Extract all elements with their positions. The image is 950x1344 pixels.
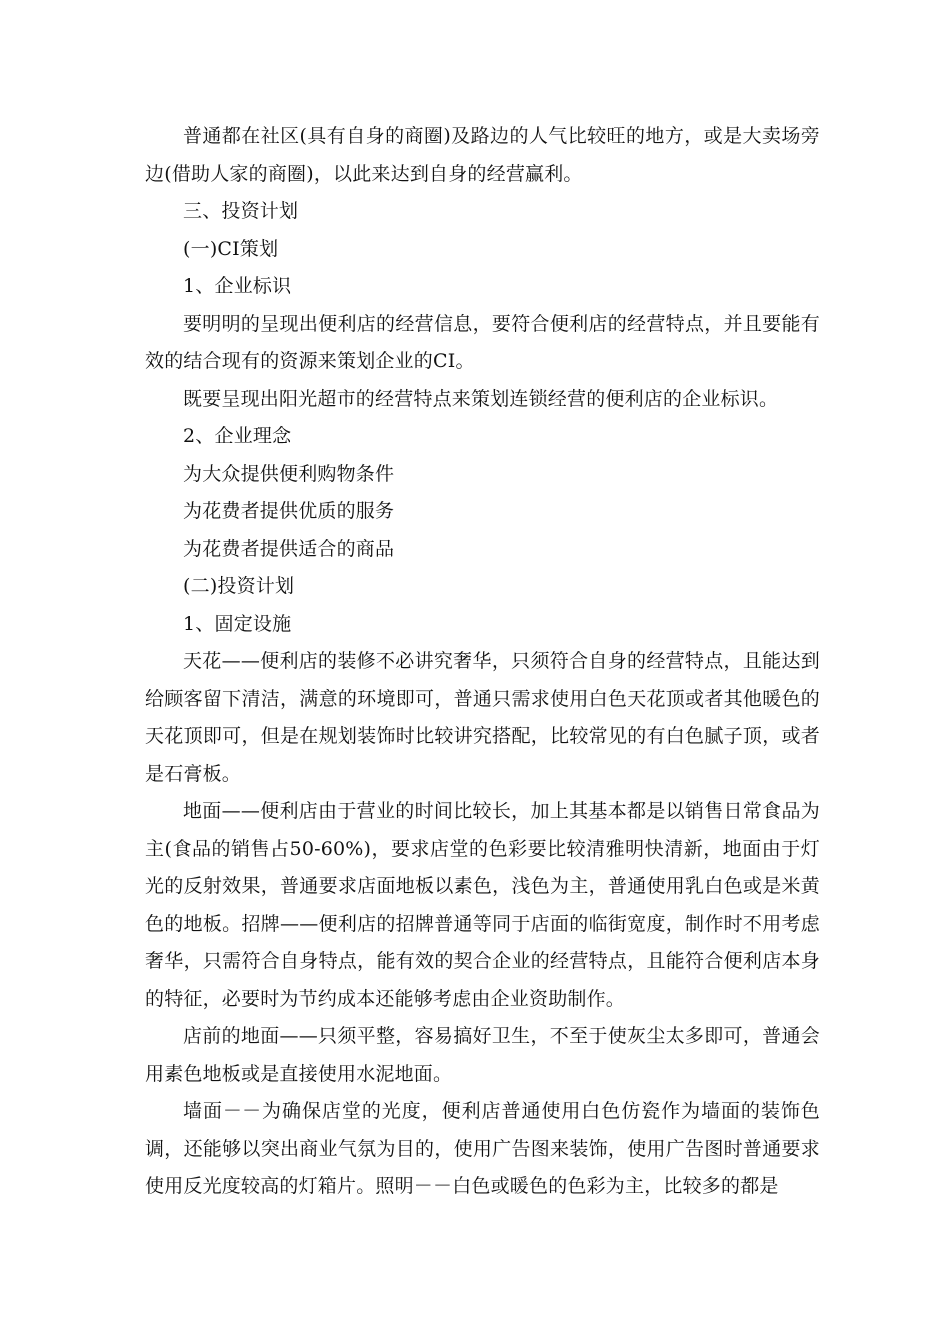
paragraph-walls-lighting: 墙面－－为确保店堂的光度，便利店普通使用白色仿瓷作为墙面的装饰色调，还能够以突出商业气氛为目的，使用广告图来装饰，使用广告图时普通要求使用反光度较高的灯箱片。照明－－白色或暖色的色彩为主，比较多的都是 (145, 1100, 820, 1197)
philosophy-line-1: 为大众提供便利购物条件 (183, 462, 395, 485)
item-corporate-identity: 1、企业标识 (183, 275, 292, 297)
paragraph-identity-desc: 要明明的呈现出便利店的经营信息，要符合便利店的经营特点，并且要能有效的结合现有的资源来策划企业的CI。 (145, 312, 820, 372)
heading-investment-plan: 三、投资计划 (183, 200, 299, 222)
paragraph-storefront-ground: 店前的地面——只须平整，容易搞好卫生，不至于使灰尘太多即可，普通会用素色地板或是直接使用水泥地面。 (145, 1025, 820, 1085)
subheading-investment-plan: (二)投资计划 (183, 575, 295, 597)
item-fixed-facilities: 1、固定设施 (183, 612, 292, 635)
paragraph-ceiling: 天花——便利店的装修不必讲究奢华，只须符合自身的经营特点，且能达到给顾客留下清洁，满意的环境即可，普通只需求使用白色天花顶或者其他暖色的天花顶即可，但是在规划装饰时比较讲究搭配，比较常见的有白色腻子顶，或者是石膏板。 (145, 650, 820, 785)
paragraph-floor-signboard: 地面——便利店由于营业的时间比较长，加上其基本都是以销售日常食品为主(食品的销售占50-60%)，要求店堂的色彩要比较清雅明快清新，地面由于灯光的反射效果，普通要求店面地板以素色，浅色为主，普通使用乳白色或是米黄色的地板。招牌——便利店的招牌普通等同于店面的临街宽度，制作时不用考虑奢华，只需符合自身特点，能有效的契合企业的经营特点，且能符合便利店本身的特征，必要时为节约成本还能够考虑由企业资助制作。 (145, 800, 820, 1010)
item-corporate-philosophy: 2、企业理念 (183, 425, 292, 447)
paragraph-location: 普通都在社区(具有自身的商圈)及路边的人气比较旺的地方，或是大卖场旁边(借助人家的商圈)，以此来达到自身的经营赢利。 (145, 125, 820, 185)
philosophy-line-3: 为花费者提供适合的商品 (183, 537, 395, 560)
philosophy-line-2: 为花费者提供优质的服务 (183, 500, 395, 522)
subheading-ci-planning: (一)CI策划 (183, 237, 279, 260)
paragraph-identity-sun: 既要呈现出阳光超市的经营特点来策划连锁经营的便利店的企业标识。 (183, 387, 779, 410)
document-page (145, 118, 820, 1206)
